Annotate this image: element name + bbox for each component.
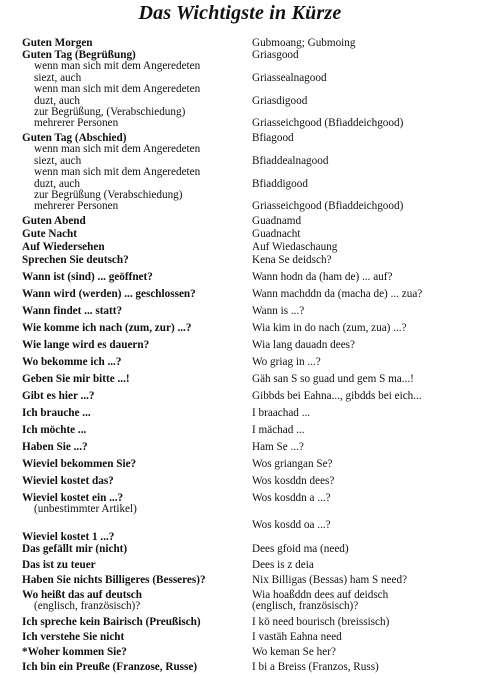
german-phrase (22, 242, 250, 253)
german-phrase (22, 544, 250, 555)
german-line: mehrerer Personen (34, 200, 119, 213)
bavarian-line: (englisch, französisch)? (252, 600, 359, 613)
bavarian-line: Wo keman Se her? (252, 646, 336, 658)
bavarian-phrase (252, 442, 478, 453)
german-line: Haben Sie nichts Billigeres (Besseres)? (22, 574, 206, 586)
german-phrase (22, 575, 250, 586)
german-phrase (22, 590, 250, 613)
german-phrase (22, 255, 250, 266)
german-line: Haben Sie ...? (22, 441, 88, 453)
german-phrase (22, 133, 250, 213)
bavarian-phrase (252, 272, 478, 283)
bavarian-phrase (252, 38, 478, 49)
bavarian-phrase (252, 560, 478, 571)
bavarian-phrase (252, 255, 478, 266)
german-line: *Woher kommen Sie? (22, 646, 127, 658)
german-phrase (22, 229, 250, 240)
german-line: Wann findet ... statt? (22, 305, 123, 317)
german-phrase (22, 560, 250, 571)
german-phrase (22, 476, 250, 487)
bavarian-line: Wia lang dauadn dees? (252, 339, 355, 351)
bavarian-line: Gäh san S so guad und gem S ma...! (252, 373, 414, 385)
german-line: Das ist zu teuer (22, 559, 96, 571)
phrase-row (0, 323, 480, 340)
bavarian-line: Griassealnagood (252, 71, 327, 84)
german-line: Ich spreche kein Bairisch (Preußisch) (22, 616, 201, 628)
german-line: duzt, auch (34, 177, 80, 190)
phrase-row (0, 340, 480, 357)
bavarian-phrase (252, 323, 478, 334)
bavarian-line: Griasdigood (252, 94, 308, 107)
phrase-row (0, 493, 480, 520)
phrase-row (0, 374, 480, 391)
german-line: Guten Tag (Abschied) (22, 132, 127, 144)
bavarian-phrase (252, 229, 478, 240)
german-phrase (22, 632, 250, 643)
german-line: Wieviel bekommen Sie? (22, 458, 137, 470)
bavarian-line: Wia hoaßddn dees auf deidsch (252, 589, 389, 601)
german-line: Gibt es hier ...? (22, 390, 95, 402)
bavarian-phrase (252, 133, 478, 213)
bavarian-line: Wann is ...? (252, 305, 305, 317)
bavarian-line: Wo griag in ...? (252, 356, 321, 368)
bavarian-line: Guadnacht (252, 228, 301, 240)
bavarian-phrase (252, 340, 478, 351)
german-line: Wieviel kostet ein ...? (22, 492, 124, 504)
phrase-row (0, 544, 480, 560)
bavarian-line: Griasgood (252, 49, 299, 61)
bavarian-line (252, 504, 478, 515)
german-phrase (22, 442, 250, 453)
german-line: Guten Abend (22, 215, 86, 227)
bavarian-line: Wos kosdd oa ...? (252, 519, 331, 531)
german-line: Geben Sie mir bitte ...! (22, 373, 130, 385)
german-phrase (22, 374, 250, 385)
phrase-row (0, 50, 480, 133)
bavarian-line: Dees is z deia (252, 559, 314, 571)
german-line: Ich brauche ... (22, 407, 91, 419)
german-line: Guten Morgen (22, 37, 93, 49)
german-line: (unbestimmter Artikel) (34, 503, 137, 516)
german-line: Gute Nacht (22, 228, 77, 240)
german-phrase (22, 50, 250, 130)
bavarian-phrase (252, 632, 478, 643)
german-line: Wieviel kostet das? (22, 475, 114, 487)
german-phrase (22, 520, 250, 531)
bavarian-line: Dees gfoid ma (need) (252, 543, 349, 555)
german-phrase (22, 425, 250, 436)
german-line: wenn man sich mit dem Angeredeten (34, 60, 201, 73)
german-line: Wo heißt das auf deutsch (22, 589, 142, 601)
phrase-row (0, 255, 480, 272)
bavarian-phrase (252, 216, 478, 227)
german-line: (englisch, französisch)? (34, 600, 141, 613)
bavarian-line: I mächad ... (252, 424, 305, 436)
bavarian-phrase (252, 306, 478, 317)
bavarian-line: I braachad ... (252, 407, 311, 419)
bavarian-phrase (252, 476, 478, 487)
bavarian-phrase (252, 662, 478, 673)
phrase-row (0, 442, 480, 459)
bavarian-line: I bi a Breiss (Franzos, Russ) (252, 661, 379, 673)
bavarian-phrase (252, 575, 478, 586)
phrase-row (0, 647, 480, 662)
german-phrase (22, 647, 250, 658)
german-phrase (22, 306, 250, 317)
german-line: duzt, auch (34, 94, 80, 107)
german-line: Sprechen Sie deutsch? (22, 254, 129, 266)
phrase-row (0, 617, 480, 632)
phrase-row (0, 590, 480, 617)
bavarian-phrase (252, 493, 478, 516)
german-line: siezt, auch (34, 71, 82, 84)
bavarian-line: Wos griangan Se? (252, 458, 333, 470)
german-line: Guten Tag (Begrüßung) (22, 49, 136, 61)
german-line: Ich verstehe Sie nicht (22, 631, 125, 643)
bavarian-phrase (252, 374, 478, 385)
bavarian-line: Wann hodn da (ham de) ... auf? (252, 271, 393, 283)
bavarian-line: Kena Se deidsch? (252, 254, 332, 266)
german-line: Wo bekomme ich ...? (22, 356, 122, 368)
bavarian-phrase (252, 647, 478, 658)
phrase-row (0, 272, 480, 289)
phrase-row (0, 306, 480, 323)
german-phrase (22, 216, 250, 227)
phrase-row (0, 289, 480, 306)
bavarian-phrase (252, 590, 478, 613)
phrase-row (0, 408, 480, 425)
german-line: zur Begrüßung, (Verabschiedung) (34, 106, 186, 119)
german-line: Ich möchte ... (22, 424, 87, 436)
german-line: zur Begrüßung (Verabschiedung) (34, 189, 183, 202)
german-phrase (22, 493, 250, 516)
bavarian-line: Nix Billigas (Bessas) ham S need? (252, 574, 408, 586)
bavarian-line: Griasseichgood (Bfiaddeichgood) (252, 117, 404, 130)
german-phrase (22, 272, 250, 283)
bavarian-phrase (252, 425, 478, 436)
bavarian-line: Bfiaddigood (252, 177, 308, 190)
german-phrase (22, 323, 250, 334)
bavarian-phrase (252, 50, 478, 130)
german-line: Das gefällt mir (nicht) (22, 543, 128, 555)
bavarian-phrase (252, 520, 478, 531)
bavarian-line: Wos kosddn dees? (252, 475, 335, 487)
german-line: mehrerer Personen (34, 117, 119, 130)
german-line: Wie komme ich nach (zum, zur) ...? (22, 322, 192, 334)
bavarian-phrase (252, 357, 478, 368)
bavarian-line: Wos kosddn a ...? (252, 492, 331, 504)
bavarian-phrase (252, 532, 478, 543)
bavarian-line: Wann machddn da (macha de) ... zua? (252, 288, 423, 300)
german-phrase (22, 340, 250, 351)
phrase-row (0, 425, 480, 442)
german-line: Wann ist (sind) ... geöffnet? (22, 271, 153, 283)
page-title: Das Wichtigste in Kürze (138, 2, 342, 24)
german-line (22, 520, 250, 531)
german-line: wenn man sich mit dem Angeredeten (34, 143, 201, 156)
bavarian-line (252, 532, 478, 543)
german-line: siezt, auch (34, 154, 82, 167)
german-line: Ich bin ein Preuße (Franzose, Russe) (22, 661, 198, 673)
german-line: wenn man sich mit dem Angeredeten (34, 166, 201, 179)
bavarian-line (252, 84, 478, 95)
german-line: Wie lange wird es dauern? (22, 339, 150, 351)
phrase-row (0, 560, 480, 575)
phrase-row (0, 133, 480, 216)
phrase-row (0, 662, 480, 677)
german-phrase (22, 617, 250, 628)
bavarian-phrase (252, 242, 478, 253)
bavarian-line: Ham Se ...? (252, 441, 304, 453)
german-line: Wann wird (werden) ... geschlossen? (22, 288, 196, 300)
german-phrase (22, 408, 250, 419)
bavarian-phrase (252, 459, 478, 470)
german-phrase (22, 532, 250, 543)
bavarian-phrase (252, 391, 478, 402)
bavarian-line: Bfiaddealnagood (252, 154, 329, 167)
german-line: wenn man sich mit dem Angeredeten (34, 83, 201, 96)
phrase-list (0, 38, 480, 677)
bavarian-line: Guadnamd (252, 215, 302, 227)
phrase-row (0, 476, 480, 493)
german-line: Auf Wiedersehen (22, 241, 105, 253)
german-phrase (22, 391, 250, 402)
bavarian-line: I kö need bourisch (breissisch) (252, 616, 390, 628)
bavarian-line: I vastäh Eahna need (252, 631, 342, 643)
bavarian-line: Wia kim in do nach (zum, zua) ...? (252, 322, 407, 334)
bavarian-phrase (252, 544, 478, 555)
german-phrase (22, 289, 250, 300)
bavarian-line: Gubmoang; Gubmoing (252, 37, 356, 49)
phrase-row (0, 391, 480, 408)
bavarian-phrase (252, 289, 478, 300)
bavarian-line: Bfiagood (252, 132, 294, 144)
german-phrase (22, 459, 250, 470)
german-phrase (22, 662, 250, 673)
bavarian-phrase (252, 617, 478, 628)
bavarian-line: Auf Wiedaschaung (252, 241, 338, 253)
phrase-row (0, 575, 480, 590)
bavarian-line: Gibbds bei Eahna..., gibdds bei eich... (252, 390, 422, 402)
phrase-row (0, 459, 480, 476)
bavarian-line: Griasseichgood (Bfiaddeichgood) (252, 200, 404, 213)
phrase-row (0, 357, 480, 374)
german-phrase (22, 357, 250, 368)
german-phrase (22, 38, 250, 49)
german-line: Wieviel kostet 1 ...? (22, 531, 115, 543)
bavarian-phrase (252, 408, 478, 419)
bavarian-line (252, 167, 478, 178)
